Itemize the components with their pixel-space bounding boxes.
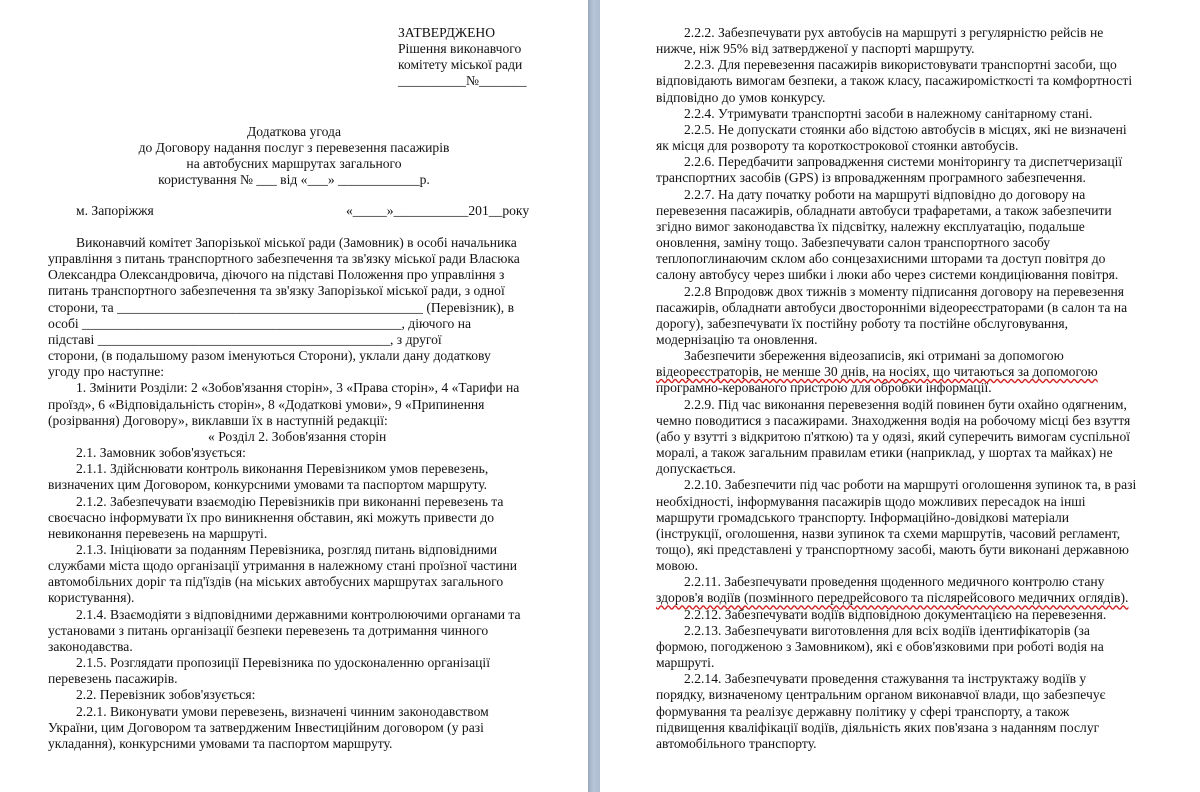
clause-2-1-3: службами міста щодо організації утримання в належному стані проїзної частини <box>48 558 518 574</box>
clause-2-2-8: дорогу), забезпечувати їх постійну роботу та постійне обслуговування, <box>656 315 1069 331</box>
clause-2-1-2: 2.1.2. Забезпечувати взаємодію Перевізників при виконанні перевезень та <box>76 493 504 509</box>
clause-2-2-2: 2.2.2. Забезпечувати рух автобусів на маршруті з регулярністю рейсів не <box>684 25 1104 40</box>
preamble-line: особі _______________________________________________, діючого на <box>48 315 472 331</box>
approval-title: ЗАТВЕРДЖЕНО <box>398 25 496 40</box>
clause-2-2-14: порядку, визначеному центральним органом виконавчої влади, що забезпечує <box>656 687 1106 703</box>
document-page-left <box>0 0 588 792</box>
body-text-right <box>656 25 1136 752</box>
section-2-2: 2.2. Перевізник зобов'язується: <box>76 687 256 703</box>
clause-2-1-5: перевезень пасажирів. <box>48 671 178 687</box>
clause-2-2-11: 2.2.11. Забезпечувати проведення щоденного медичного контролю стану <box>684 574 1105 590</box>
approval-block <box>398 25 527 90</box>
preamble-line: Виконавчий комітет Запорізької міської ради (Замовник) в особі начальника <box>76 235 517 250</box>
clause-2-2-3: відповідно до умов конкурсу. <box>656 89 826 105</box>
clause-2-2-14: підвищення кваліфікації водіїв, діяльність яких пов'язана з наданням послуг <box>656 719 1100 735</box>
clause-2-2-9: 2.2.9. Під час виконання перевезення водій повинен бути охайно одягненим, <box>684 396 1127 412</box>
clause-2-1-1: 2.1.1. Здійснювати контроль виконання Перевізником умов перевезень, <box>76 461 489 477</box>
clause-2-2-4: 2.2.4. Утримувати транспортні засоби в належному санітарному стані. <box>684 105 1093 121</box>
point-1-line: проїзд», 6 «Відповідальність сторін», 8 «Додаткові умови», 9 «Припинення <box>48 396 485 412</box>
clause-2-2-8-video: Забезпечити збереження відеозаписів, які отримані за допомогою <box>684 348 1064 364</box>
agreement-heading <box>0 124 588 189</box>
clause-2-2-13: маршруті. <box>656 655 715 671</box>
preamble-line: Олександра Олександровича, діючого на підставі Положення про управління з <box>48 267 505 283</box>
clause-2-1-3: автомобільних доріг та під'їздів (на міських автобусних маршрутах загального <box>48 574 504 590</box>
clause-2-2-10: необхідності, інформування пасажирів щодо можливих пересадок на інші <box>656 493 1086 509</box>
approval-line-1: Рішення виконавчого <box>398 41 522 57</box>
body-text-left <box>48 235 521 752</box>
clause-2-2-3: відповідають вимогам безпеки, а також класу, пасажиромісткості та комфортності <box>656 73 1133 89</box>
clause-2-2-12: 2.2.12. Забезпечувати водіїв відповідною документацією на перевезення. <box>684 606 1107 622</box>
clause-2-2-7: перевезення пасажирів, обладнати автобуси трафаретами, а також забезпечити <box>656 202 1112 218</box>
document-page-right <box>600 0 1200 792</box>
clause-2-2-5: 2.2.5. Не допускати стоянки або відстою автобусів в місцях, які не визначені <box>684 121 1127 137</box>
heading-line-1: Додаткова угода <box>247 124 341 139</box>
heading-line-4: користування № ___ від «___» ____________р. <box>158 172 430 188</box>
clause-2-2-11: здоров'я водіїв (позмінного передрейсового та післярейсового медичних оглядів). <box>656 590 1129 606</box>
clause-2-2-1: 2.2.1. Виконувати умови перевезень, визначені чинним законодавством <box>76 703 489 719</box>
clause-2-1-3: 2.1.3. Ініціювати за поданням Перевізника, розгляд питань відповідними <box>76 541 498 557</box>
heading-line-2: до Договору надання послуг з перевезення пасажирів <box>138 140 450 156</box>
section-2-1: 2.1. Замовник зобов'язується: <box>76 445 246 461</box>
clause-2-2-6: транспортних засобів (GPS) із впровадженням програмного забезпечення. <box>656 170 1086 186</box>
clause-2-2-7: салону автобусу через шибки і люки або через системи кондиціювання повітря. <box>656 267 1119 283</box>
clause-2-2-7: 2.2.7. На дату початку роботи на маршруті відповідно до договору на <box>684 186 1086 202</box>
clause-2-2-8: модернізацію та оновлення. <box>656 331 818 347</box>
clause-2-2-7: теплопоглинаючим склом або сонцезахисними шторами та доступ повітря до <box>656 251 1106 267</box>
date-line: «_____»___________201__року <box>346 203 530 218</box>
preamble-line: питань транспортного забезпечення та зв'язку Запорізької міської ради, з одної <box>48 283 505 299</box>
clause-2-1-1: визначених цим Договором, конкурсними умовами та паспортом маршруту. <box>48 477 488 493</box>
clause-2-1-2: невиконання перевезень на маршруті. <box>48 525 268 541</box>
section-2-title: « Розділ 2. Зобов'язання сторін <box>208 428 387 444</box>
clause-2-2-9: чемно поводитися з пасажирами. Знаходження водія на робочому місці без взуття <box>656 412 1131 428</box>
clause-2-2-10: (інструкції, оголошення, назви зупинок та схеми маршрутів, часовий регламент, <box>656 525 1121 541</box>
clause-2-2-8-video: програмно-керованого пристрою для обробки інформації. <box>656 380 992 396</box>
approval-line-2: комітету міської ради <box>398 57 523 73</box>
clause-2-2-9: моралі, а також загальним правилам етики (наприклад, у шортах та майках) не <box>656 445 1113 461</box>
approval-line-3: __________№_______ <box>398 73 527 89</box>
clause-2-1-4: установами з питань організації безпеки перевезень та дотримання чинного <box>48 622 489 638</box>
clause-2-1-4: законодавства. <box>48 638 133 654</box>
clause-2-2-10: тощо), які представлені у транспортному засобі, мають бути виконані державною <box>656 542 1129 557</box>
preamble-line: підставі ___________________________________________, з другої <box>48 331 442 347</box>
clause-2-1-4: 2.1.4. Взаємодіяти з відповідними державними контролюючими органами та <box>76 606 521 622</box>
clause-2-2-7: згідно вимог законодавства їх підсвітку, належну експлуатацію, подальше <box>656 218 1085 234</box>
clause-2-2-10: мовою. <box>656 558 699 574</box>
clause-2-2-3: 2.2.3. Для перевезення пасажирів використовувати транспортні засоби, що <box>684 57 1117 73</box>
clause-2-2-14: формування та реалізує державну політику у сфері транспорту, а також <box>656 703 1070 719</box>
clause-2-2-8: пасажирів, обладнати автобуси двосторонніми відеореєстраторами (в салон та на <box>656 299 1128 315</box>
clause-2-2-10: 2.2.10. Забезпечити під час роботи на маршруті оголошення зупинок та, в разі <box>684 477 1137 493</box>
clause-2-2-1: укладання), конкурсними умовами та паспортом маршруту. <box>48 735 393 751</box>
place-line: м. Запоріжжя <box>76 203 154 218</box>
clause-2-2-9: допускається. <box>656 461 736 477</box>
clause-2-2-13: 2.2.13. Забезпечувати виготовлення для всіх водіїв ідентифікаторів (за <box>684 622 1090 638</box>
clause-2-1-3: користування). <box>48 590 135 606</box>
clause-2-1-5: 2.1.5. Розглядати пропозиції Перевізника по удосконаленню організації <box>76 655 490 671</box>
clause-2-2-8: 2.2.8 Впродовж двох тижнів з моменту підписання договору на перевезення <box>684 283 1125 299</box>
page-gutter <box>588 0 600 792</box>
clause-2-2-13: формою, погодженою з Замовником), які є обов'язковими при роботі водія на <box>656 638 1104 654</box>
clause-2-1-2: своєчасно інформувати їх про виникнення обставин, які можуть привести до <box>48 509 495 525</box>
preamble-line: угоду про наступне: <box>48 364 165 380</box>
clause-2-2-9: (або у взутті з відкритою п'яткою) та у одязі, який суперечить вимогам суспільної <box>656 428 1131 444</box>
heading-line-3: на автобусних маршрутах загального <box>186 156 402 172</box>
clause-2-2-5: як місця для розвороту та короткострокової стоянки автобусів. <box>656 138 1019 154</box>
point-1-line: 1. Змінити Розділи: 2 «Зобов'язання сторін», 3 «Права сторін», 4 «Тарифи на <box>76 380 520 396</box>
clause-2-2-2: нижче, ніж 95% від затвердженої у паспорті маршруту. <box>656 41 975 57</box>
point-1-line: (розірвання) Договору», виклавши їх в наступній редакції: <box>48 412 388 428</box>
preamble-line: управління з питань транспортного забезпечення та зв'язку міської ради Власюка <box>48 251 520 267</box>
clause-2-2-10: маршрути громадського транспорту. Інформаційно-довідкові матеріали <box>656 509 1070 525</box>
clause-2-2-1: України, цим Договором та затвердженим Інвестиційним договором (у разі <box>48 719 484 735</box>
clause-2-2-14: 2.2.14. Забезпечувати проведення стажування та інструктажу водіїв у <box>684 671 1087 687</box>
clause-2-2-14: автомобільного транспорту. <box>656 735 817 751</box>
clause-2-2-8-video: відеореєстраторів, не менше 30 днів, на носіях, що читаються за допомогою <box>656 364 1098 380</box>
clause-2-2-6: 2.2.6. Передбачити запровадження системи моніторингу та диспетчеризації <box>684 154 1123 170</box>
preamble-line: сторони, (в подальшому разом іменуються Сторони), уклали дану додаткову <box>48 348 491 364</box>
clause-2-2-7: оновлення, заміну тощо. Забезпечувати салон транспортного засобу <box>656 235 1051 251</box>
preamble-line: сторони, та _____________________________________________ (Перевізник), в <box>48 299 514 315</box>
